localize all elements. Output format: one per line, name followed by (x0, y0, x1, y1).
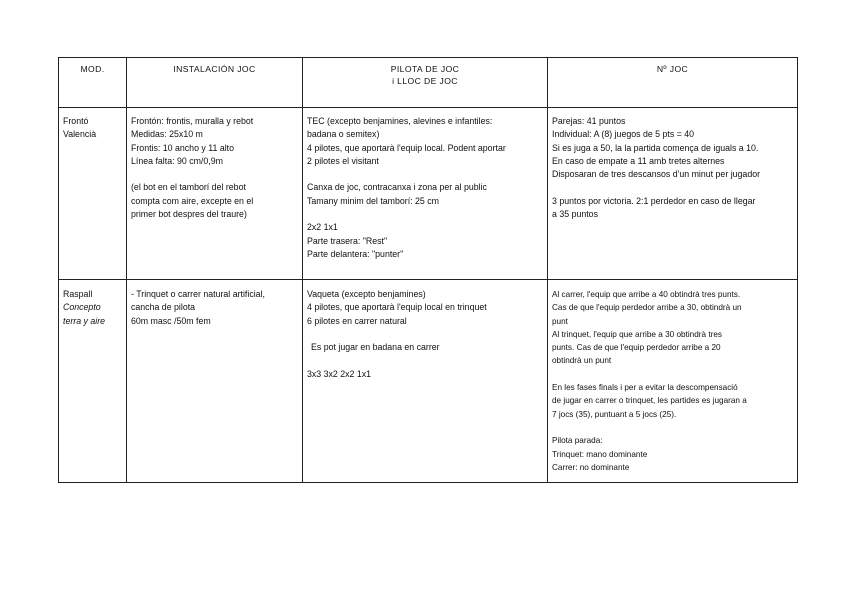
text-line: Trinquet: mano dominante (552, 449, 648, 459)
header-pilota-line2: i LLOC DE JOC (392, 76, 458, 86)
mod-line: Raspall (63, 289, 93, 299)
cell-mod (59, 108, 127, 280)
cell-pilota (303, 108, 548, 280)
cell-pilota (303, 280, 548, 483)
text-line: 3x3 3x2 2x2 1x1 (307, 368, 372, 379)
text-line: Canxa de joc, contracanxa i zona per al public (307, 182, 487, 193)
text-line: - Trinquet o carrer natural artificial, (131, 289, 265, 299)
rules-table (58, 57, 798, 483)
text-line: Cas de que l'equip perdedor arribe a 30, obtindrà un (552, 303, 742, 313)
text-line: punts. Cas de que l'equip perdedor arribe a 20 (552, 343, 721, 353)
cell-mod (59, 280, 127, 483)
text-line: Disposaran de tres descansos d'un minut per jugador (552, 169, 761, 180)
table-row-fronto (59, 108, 798, 280)
mod-line: Frontó (63, 116, 89, 126)
text-line: Línea falta: 90 cm/0,9m (131, 155, 223, 166)
text-line: Medidas: 25x10 m (131, 129, 203, 140)
text-line: Parejas: 41 puntos (552, 116, 626, 126)
text-line: compta com aire, excepte en el (131, 195, 254, 206)
cell-instalacion (127, 108, 303, 280)
text-line: En les fases finals i per a evitar la descompensació (552, 383, 738, 393)
mod-line: Concepto (63, 302, 101, 313)
text-line: Individual: A (8) juegos de 5 pts = 40 (552, 129, 695, 140)
text-line: primer bot despres del traure) (131, 209, 247, 220)
text-line: Vaqueta (excepto benjamines) (307, 289, 426, 299)
text-line: cancha de pilota (131, 302, 196, 313)
header-pilota (303, 58, 548, 108)
text-line: punt (552, 316, 568, 326)
text-line: Al trinquet, l'equip que arribe a 30 obtindrà tres (552, 329, 722, 339)
text-line: badana o semitex) (307, 129, 380, 140)
text-line: 60m masc /50m fem (131, 315, 211, 326)
text-line: 4 pilotes, que aportarà l'equip local en trinquet (307, 302, 487, 313)
text-line: de jugar en carrer o trinquet, les partides es jugaran a (552, 396, 747, 406)
text-line: 2 pilotes el visitant (307, 155, 379, 166)
text-line: Parte trasera: "Rest" (307, 235, 388, 246)
text-line: 3 puntos por victoria. 2:1 perdedor en caso de llegar (552, 195, 756, 206)
text-line: 7 jocs (35), puntuant a 5 jocs (25). (552, 409, 677, 419)
text-line: Si es juga a 50, la la partida comença de iguals a 10. (552, 142, 759, 153)
cell-instalacion (127, 280, 303, 483)
header-instalacion: INSTALACIÓN JOC (127, 58, 303, 108)
text-line: En caso de empate a 11 amb tretes alternes (552, 155, 725, 166)
text-line: Pilota parada: (552, 436, 603, 446)
text-line: Frontón: frontis, muralla y rebot (131, 116, 254, 126)
text-line: a 35 puntos (552, 209, 598, 220)
text-line: (el bot en el tamborí del rebot (131, 182, 246, 193)
mod-line: terra y aire (63, 315, 106, 326)
text-line: TEC (excepto benjamines, alevines e infantiles: (307, 116, 493, 126)
header-njoc: Nº JOC (548, 58, 798, 108)
header-row (59, 58, 798, 108)
text-line: 6 pilotes en carrer natural (307, 315, 407, 326)
cell-njoc (548, 280, 798, 483)
text-line: 2x2 1x1 (307, 222, 338, 233)
text-line: 4 pilotes, que aportarà l'equip local. Podent aportar (307, 142, 506, 153)
text-line: Tamany minim del tamborí: 25 cm (307, 195, 439, 206)
text-line: Parte delantera: "punter" (307, 248, 404, 259)
text-line: Frontis: 10 ancho y 11 alto (131, 142, 235, 153)
header-mod: MOD. (59, 58, 127, 108)
mod-line: Valencià (63, 129, 97, 140)
text-line: Es pot jugar en badana en carrer (311, 342, 440, 353)
table-row-raspall (59, 280, 798, 483)
header-pilota-line1: PILOTA DE JOC (390, 64, 460, 74)
text-line: Carrer: no dominante (552, 462, 630, 472)
text-line: Al carrer, l'equip que arribe a 40 obtindrà tres punts. (552, 290, 741, 299)
cell-njoc (548, 108, 798, 280)
text-line: obtindrà un punt (552, 356, 612, 366)
